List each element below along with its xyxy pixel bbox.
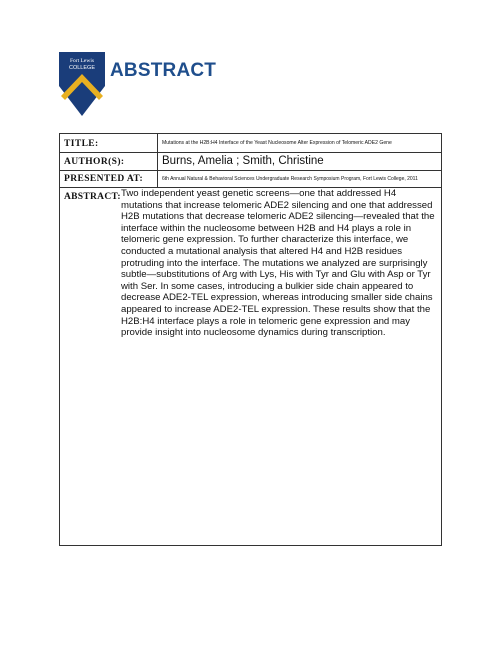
author-row <box>60 153 441 171</box>
page-title: ABSTRACT <box>110 60 217 81</box>
title-value: Mutations at the H2B:H4 Interface of the Yeast Nucleosome Alter Expression of Telomeric ADE2 Gene <box>162 140 392 146</box>
author-label: AUTHOR(S): <box>64 157 125 167</box>
logo-text-line2: COLLEGE <box>69 65 95 71</box>
presented-label: PRESENTED AT: <box>64 174 144 184</box>
abstract-text: Two independent yeast genetic screens—one that addressed H4 mutations that increase telomeric ADE2 silencing and one that addressed H2B mutations that decrease telomeric ADE2 silencing—revealed that the interface within the nucleosome between H2B and H4 plays a role in telomeric gene expression. To further characterize this interface, we conducted a mutational analysis that altered H4 and H2B residues protruding into the interface. The mutations we analyzed are surprisingly subtle—substitutions of Arg with Lys, His with Tyr and Glu with Asp or Tyr with Ser. In some cases, introducing a bulkier side chain appeared to decrease ADE2-TEL expression, whereas introducing smaller side chains appeared to increase ADE2-TEL expression. These results show that the H2B:H4 interface plays a role in telomeric gene expression and may provide insight into nucleosome dynamics during transcription. <box>121 188 435 339</box>
title-row <box>60 134 441 153</box>
author-value: Burns, Amelia ; Smith, Christine <box>162 155 324 167</box>
abstract-form <box>59 133 442 546</box>
title-label: TITLE: <box>64 139 99 149</box>
presented-row <box>60 171 441 188</box>
abstract-label: ABSTRACT: <box>64 192 121 202</box>
logo-text-line1: Fort Lewis <box>70 58 94 64</box>
college-logo <box>59 52 105 116</box>
mountain-logo-icon <box>59 52 105 116</box>
presented-value: 6th Annual Natural & Behavioral Sciences Undergraduate Research Symposium Program, Fort Lewis College, 2011 <box>162 176 418 182</box>
